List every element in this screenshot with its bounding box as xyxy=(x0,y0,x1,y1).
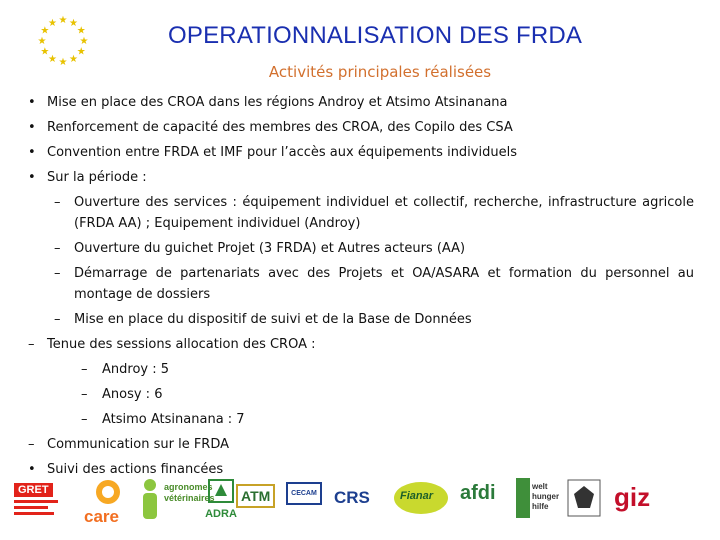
bullet-marker: • xyxy=(28,145,36,160)
svg-text:★: ★ xyxy=(76,25,86,37)
list-item-text: Androy : 5 xyxy=(102,362,170,377)
partner-logos xyxy=(14,478,706,526)
page-subtitle: Activités principales réalisées xyxy=(268,63,492,81)
svg-text:★: ★ xyxy=(79,36,89,47)
list-item xyxy=(28,167,694,188)
list-item xyxy=(28,117,694,138)
svg-text:★: ★ xyxy=(37,36,47,47)
dash-marker: – xyxy=(81,362,88,377)
dash-marker: – xyxy=(54,241,61,256)
bullet-marker: • xyxy=(28,120,36,135)
dash-marker: – xyxy=(54,312,61,327)
bullet-marker: • xyxy=(28,95,36,110)
list-item xyxy=(28,384,694,405)
whh-logo: welt hunger hilfe xyxy=(516,478,566,524)
list-item-text: Ouverture du guichet Projet (3 FRDA) et Autres acteurs (AA) xyxy=(74,241,466,256)
person-icon xyxy=(138,478,162,522)
list-item xyxy=(28,334,694,355)
list-item-text: Atsimo Atsinanana : 7 xyxy=(102,412,245,427)
dash-marker: – xyxy=(54,266,61,281)
list-item-text: Renforcement de capacité des membres des CROA, des Copilo des CSA xyxy=(47,120,513,135)
svg-text:★: ★ xyxy=(58,15,68,26)
svg-text:★: ★ xyxy=(40,25,50,37)
bullet-marker: • xyxy=(28,462,36,477)
dash-marker: – xyxy=(28,437,35,452)
page-title: OPERATIONNALISATION DES FRDA xyxy=(168,22,583,49)
adra-emblem-icon xyxy=(207,478,235,504)
list-item xyxy=(28,409,694,430)
list-item xyxy=(28,238,694,259)
svg-text:★: ★ xyxy=(69,54,78,66)
gret-logo: GRET xyxy=(14,478,84,524)
atm-logo: ATM xyxy=(236,478,282,524)
list-item xyxy=(28,309,694,330)
cecam-logo: CECAM xyxy=(286,478,322,524)
svg-text:★: ★ xyxy=(76,46,86,58)
fianar-logo: Fianar xyxy=(394,478,454,524)
bullet-marker: • xyxy=(28,170,36,185)
eu-stars-logo xyxy=(36,14,90,68)
giz-logo: giz xyxy=(614,482,651,512)
list-item xyxy=(28,263,694,305)
list-item-text: Ouverture des services : équipement individuel et collectif, recherche, infrastructure agricole (FRDA AA) ; Equipement individuel (Androy) xyxy=(74,195,694,231)
adra-logo: ADRA xyxy=(198,478,244,524)
svg-text:★: ★ xyxy=(48,17,57,29)
svg-text:★: ★ xyxy=(40,46,50,58)
eagle-emblem-icon xyxy=(566,478,602,518)
list-item-text: Mise en place des CROA dans les régions Androy et Atsimo Atsinanana xyxy=(47,95,508,110)
dash-marker: – xyxy=(28,337,35,352)
activity-list xyxy=(28,92,694,484)
list-item-text: Mise en place du dispositif de suivi et de la Base de Données xyxy=(74,312,472,327)
dash-marker: – xyxy=(81,387,88,402)
list-item xyxy=(28,142,694,163)
afdi-logo: afdi xyxy=(460,482,496,504)
svg-text:★: ★ xyxy=(58,57,68,68)
crs-logo: CRS xyxy=(334,488,370,507)
list-item-text: Suivi des actions financées xyxy=(47,462,224,477)
list-item-text: Anosy : 6 xyxy=(102,387,163,402)
list-item xyxy=(28,459,694,480)
dash-marker: – xyxy=(54,195,61,210)
care-hands-icon xyxy=(84,478,132,504)
svg-text:★: ★ xyxy=(69,17,78,29)
list-item-text: Convention entre FRDA et IMF pour l’accès aux équipements individuels xyxy=(47,145,517,160)
dash-marker: – xyxy=(81,412,88,427)
care-logo: care xyxy=(84,478,134,524)
cooperation-emblem xyxy=(566,478,606,524)
list-item xyxy=(28,359,694,380)
list-item xyxy=(28,92,694,113)
svg-text:★: ★ xyxy=(48,54,57,66)
list-item-text: Démarrage de partenariats avec des Projets et OA/ASARA et formation du personnel au montage de dossiers xyxy=(74,266,694,302)
avsf-logo: agronomes vétérinaires xyxy=(138,478,218,524)
list-item-text: Tenue des sessions allocation des CROA : xyxy=(47,337,316,352)
list-item xyxy=(28,192,694,234)
list-item-text: Communication sur le FRDA xyxy=(47,437,230,452)
list-item-text: Sur la période : xyxy=(47,170,147,185)
list-item xyxy=(28,434,694,455)
